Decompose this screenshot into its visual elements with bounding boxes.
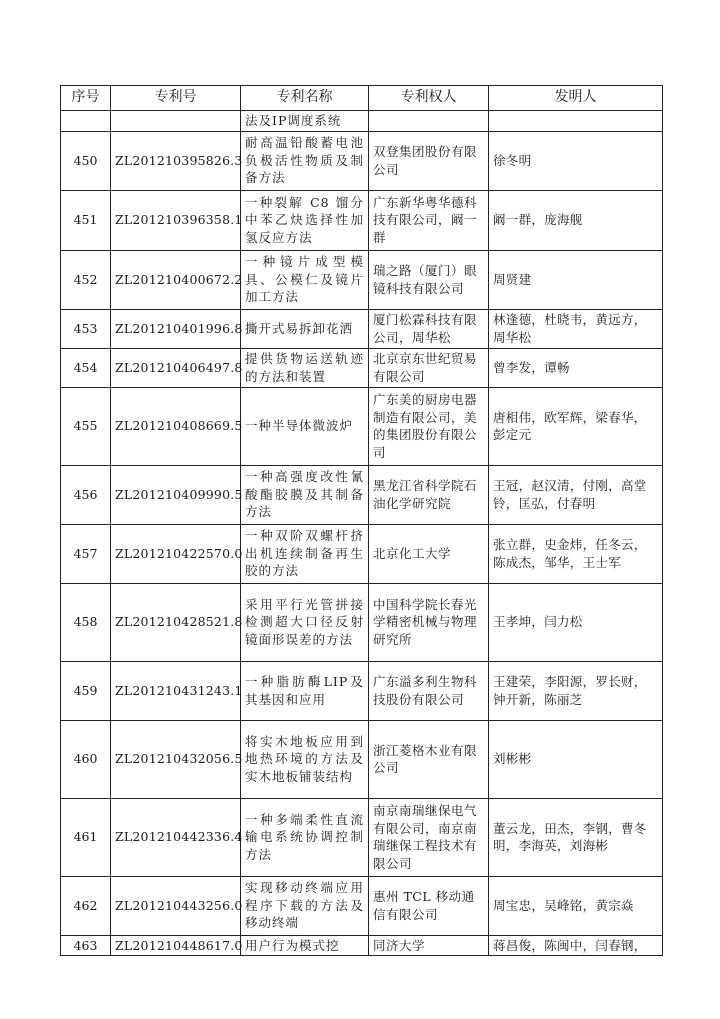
patent-number: ZL201210448617.0	[111, 935, 241, 956]
patent-number: ZL201210422570.0	[111, 524, 241, 583]
row-number: 450	[61, 131, 111, 190]
table-row	[61, 935, 663, 956]
patent-owner: 广东新华粤华德科技有限公司，阚一群	[369, 190, 489, 250]
patent-name: 采用平行光管拼接检测超大口径反射镜面形误差的方法	[241, 583, 369, 661]
row-number: 460	[61, 720, 111, 798]
patent-owner: 北京化工大学	[369, 524, 489, 583]
patent-name: 一种高强度改性氰酸酯胶膜及其制备方法	[241, 465, 369, 524]
patent-owner: 双登集团股份有限公司	[369, 131, 489, 190]
row-number: 454	[61, 348, 111, 387]
header-number: 序号	[61, 86, 111, 111]
patent-name: 一种镜片成型模具、公模仁及镜片加工方法	[241, 250, 369, 309]
patent-number: ZL201210401996.8	[111, 309, 241, 348]
inventors: 董云龙，田杰，李钢，曹冬明，李海英，刘海彬	[489, 798, 663, 876]
patent-number: ZL201210396358.1	[111, 190, 241, 250]
inventors: 刘彬彬	[489, 720, 663, 798]
table-row	[61, 583, 663, 661]
table-row	[61, 190, 663, 250]
patent-number	[111, 111, 241, 132]
table-row	[61, 661, 663, 720]
row-number: 455	[61, 387, 111, 465]
table-row	[61, 387, 663, 465]
patent-name: 一种裂解 C8 馏分中苯乙炔选择性加氢反应方法	[241, 190, 369, 250]
header-row	[61, 86, 663, 111]
table-row	[61, 250, 663, 309]
patent-number: ZL201210406497.8	[111, 348, 241, 387]
patent-number: ZL201210395826.3	[111, 131, 241, 190]
inventors: 王冠，赵汉清，付刚，高堂铃，匡弘，付春明	[489, 465, 663, 524]
table-row	[61, 131, 663, 190]
patent-name: 一种双阶双螺杆挤出机连续制备再生胶的方法	[241, 524, 369, 583]
row-number: 456	[61, 465, 111, 524]
inventors: 林逢德，杜晓韦，黄远方，周华松	[489, 309, 663, 348]
patent-owner: 厦门松霖科技有限公司，周华松	[369, 309, 489, 348]
patent-owner: 同济大学	[369, 935, 489, 956]
inventors: 蒋昌俊，陈闽中，闫春钢，	[489, 935, 663, 956]
patent-owner: 黑龙江省科学院石油化学研究院	[369, 465, 489, 524]
inventors: 王孝坤，闫力松	[489, 583, 663, 661]
row-number: 461	[61, 798, 111, 876]
table-row	[61, 309, 663, 348]
patent-owner	[369, 111, 489, 132]
table-row	[61, 524, 663, 583]
patent-owner: 广东美的厨房电器制造有限公司，美的集团股份有限公司	[369, 387, 489, 465]
patent-table	[60, 85, 663, 956]
inventors: 徐冬明	[489, 131, 663, 190]
row-number	[61, 111, 111, 132]
table-row	[61, 798, 663, 876]
patent-number: ZL201210431243.1	[111, 661, 241, 720]
row-number: 452	[61, 250, 111, 309]
row-number: 462	[61, 876, 111, 935]
row-number: 453	[61, 309, 111, 348]
patent-owner: 广东溢多利生物科技股份有限公司	[369, 661, 489, 720]
patent-name: 法及IP调度系统	[241, 111, 369, 132]
inventors: 唐相伟，欧军辉，梁春华，彭定元	[489, 387, 663, 465]
patent-name: 一种脂肪酶LIP及其基因和应用	[241, 661, 369, 720]
patent-number: ZL201210409990.5	[111, 465, 241, 524]
header-inventors: 发明人	[489, 86, 663, 111]
patent-name: 用户行为模式挖	[241, 935, 369, 956]
inventors: 周宝忠，吴峰铭，黄宗焱	[489, 876, 663, 935]
patent-name: 将实木地板应用到地热环境的方法及实木地板铺装结构	[241, 720, 369, 798]
inventors: 阚一群，庞海舰	[489, 190, 663, 250]
inventors	[489, 111, 663, 132]
patent-name: 实现移动终端应用程序下载的方法及移动终端	[241, 876, 369, 935]
table-row	[61, 111, 663, 132]
row-number: 457	[61, 524, 111, 583]
inventors: 张立群，史金炜，任冬云，陈成杰，邹华，王士军	[489, 524, 663, 583]
inventors: 周贤建	[489, 250, 663, 309]
patent-owner: 南京南瑞继保电气有限公司，南京南瑞继保工程技术有限公司	[369, 798, 489, 876]
row-number: 451	[61, 190, 111, 250]
patent-owner: 惠州 TCL 移动通信有限公司	[369, 876, 489, 935]
header-patent-owner: 专利权人	[369, 86, 489, 111]
patent-number: ZL201210442336.4	[111, 798, 241, 876]
patent-number: ZL201210408669.5	[111, 387, 241, 465]
table-row	[61, 465, 663, 524]
row-number: 459	[61, 661, 111, 720]
inventors: 王建荣，李阳源，罗长财，钟开新，陈丽芝	[489, 661, 663, 720]
header-patent-name: 专利名称	[241, 86, 369, 111]
patent-owner: 中国科学院长春光学精密机械与物理研究所	[369, 583, 489, 661]
row-number: 463	[61, 935, 111, 956]
table-row	[61, 876, 663, 935]
patent-number: ZL201210443256.0	[111, 876, 241, 935]
patent-name: 耐高温铅酸蓄电池负极活性物质及制备方法	[241, 131, 369, 190]
patent-owner: 瑞之路（厦门）眼镜科技有限公司	[369, 250, 489, 309]
patent-number: ZL201210400672.2	[111, 250, 241, 309]
patent-name: 一种多端柔性直流输电系统协调控制方法	[241, 798, 369, 876]
patent-name: 一种半导体微波炉	[241, 387, 369, 465]
table-row	[61, 720, 663, 798]
patent-number: ZL201210428521.8	[111, 583, 241, 661]
inventors: 曾李发，谭畅	[489, 348, 663, 387]
row-number: 458	[61, 583, 111, 661]
patent-table-page	[60, 85, 662, 956]
patent-owner: 浙江菱格木业有限公司	[369, 720, 489, 798]
patent-name: 撕开式易拆卸花洒	[241, 309, 369, 348]
header-patent-number: 专利号	[111, 86, 241, 111]
patent-number: ZL201210432056.5	[111, 720, 241, 798]
patent-owner: 北京京东世纪贸易有限公司	[369, 348, 489, 387]
patent-name: 提供货物运送轨迹的方法和装置	[241, 348, 369, 387]
table-row	[61, 348, 663, 387]
